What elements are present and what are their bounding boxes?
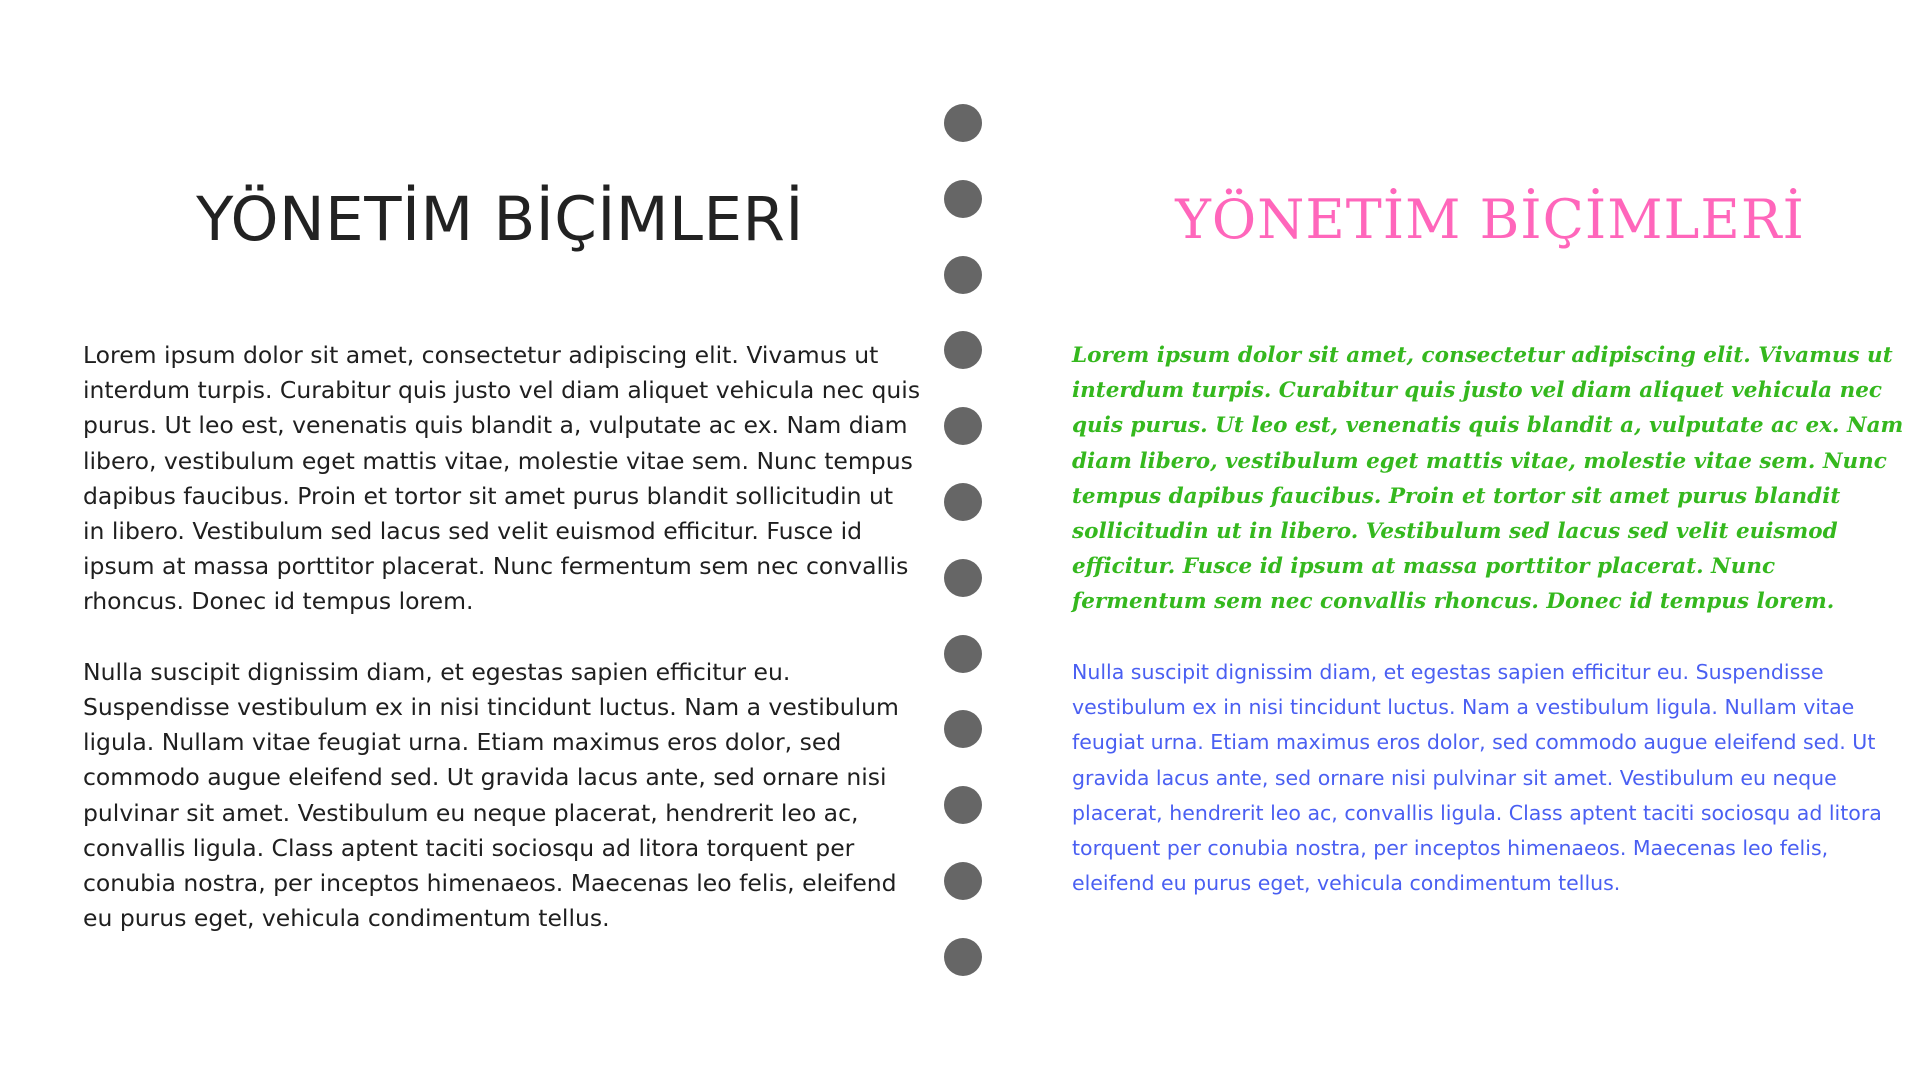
divider-dot	[944, 180, 982, 218]
dotted-divider	[944, 104, 982, 984]
divider-dot	[944, 635, 982, 673]
left-paragraph-1: Lorem ipsum dolor sit amet, consectetur adipiscing elit. Vivamus ut interdum turpis. Curabitur quis justo vel diam aliquet vehicula nec quis purus. Ut leo est, venenatis quis blandit a, vulputate ac ex. Nam diam libero, vestibulum eget mattis vitae, molestie vitae sem. Nunc tempus dapibus faucibus. Proin et tortor sit amet purus blandit sollicitudin ut in libero. Vestibulum sed lacus sed velit euismod efficitur. Fusce id ipsum at massa porttitor placerat. Nunc fermentum sem nec convallis rhoncus. Donec id tempus lorem.	[83, 341, 921, 616]
divider-dot	[944, 710, 982, 748]
left-paragraph-2: Nulla suscipit dignissim diam, et egestas sapien efficitur eu. Suspendisse vestibulum ex in nisi tincidunt luctus. Nam a vestibulum ligula. Nullam vitae feugiat urna. Etiam maximus eros dolor, sed commodo augue eleifend sed. Ut gravida lacus ante, sed ornare nisi pulvinar sit amet. Vestibulum eu neque placerat, hendrerit leo ac, convallis ligula. Class aptent taciti sociosqu ad litora torquent per conubia nostra, per inceptos himenaeos. Maecenas leo felis, eleifend eu purus eget, vehicula condimentum tellus.	[83, 657, 899, 933]
right-paragraph-2: Nulla suscipit dignissim diam, et egestas sapien efficitur eu. Suspendisse vestibulum ex in nisi tincidunt luctus. Nam a vestibulum ligula. Nullam vitae feugiat urna. Etiam maximus eros dolor, sed commodo augue eleifend sed. Ut gravida lacus ante, sed ornare nisi pulvinar sit amet. Vestibulum eu neque placerat, hendrerit leo ac, convallis ligula. Class aptent taciti sociosqu ad litora torquent per conubia nostra, per inceptos himenaeos. Maecenas leo felis, eleifend eu purus eget, vehicula condimentum tellus.	[1072, 660, 1882, 896]
left-title: YÖNETİM BİÇİMLERİ	[196, 184, 804, 255]
divider-dot	[944, 407, 982, 445]
divider-dot	[944, 483, 982, 521]
divider-dot	[944, 559, 982, 597]
divider-dot	[944, 104, 982, 142]
divider-dot	[944, 256, 982, 294]
right-title: YÖNETİM BİÇİMLERİ	[1175, 188, 1805, 251]
left-body	[83, 338, 921, 972]
divider-dot	[944, 331, 982, 369]
divider-dot	[944, 938, 982, 976]
divider-dot	[944, 862, 982, 900]
divider-dot	[944, 786, 982, 824]
right-paragraph-1: Lorem ipsum dolor sit amet, consectetur adipiscing elit. Vivamus ut interdum turpis. Curabitur quis justo vel diam aliquet vehicula nec quis purus. Ut leo est, venenatis quis blandit a, vulputate ac ex. Nam diam libero, vestibulum eget mattis vitae, molestie vitae sem. Nunc tempus dapibus faucibus. Proin et tortor sit amet purus blandit sollicitudin ut in libero. Vestibulum sed lacus sed velit euismod efficitur. Fusce id ipsum at massa porttitor placerat. Nunc fermentum sem nec convallis rhoncus. Donec id tempus lorem.	[1072, 343, 1904, 615]
